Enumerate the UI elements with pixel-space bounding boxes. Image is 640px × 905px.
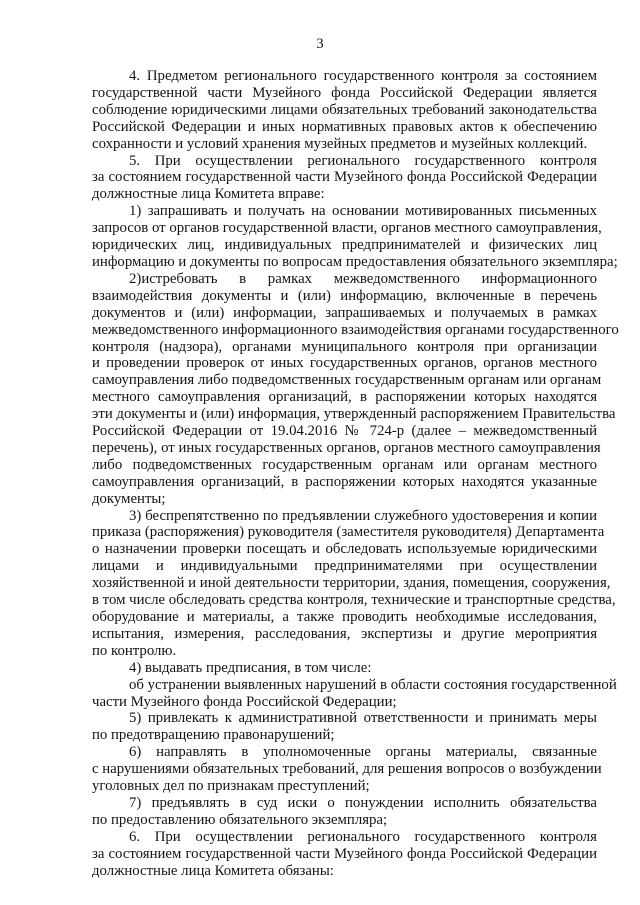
paragraph-p5-3 [92,507,616,660]
text-line: запросов от органов государственной власти, органов местного самоуправления, [92,220,602,237]
text-line: 6. При осуществлении регионального государственного контроля [129,828,597,845]
text-line: за состоянием государственной части Музейного фонда Российской Федерации [92,845,597,862]
paragraph-p5-4a [92,676,617,711]
text-line: самоуправления либо подведомственных государственным органам или органам [92,372,602,389]
text-line: 5) привлекать к административной ответственности и принимать меры [129,710,597,727]
text-line: хозяйственной и иной деятельности территории, здания, помещения, сооружения, [92,575,611,592]
text-line: местного самоуправления организаций, в распоряжении которых находятся [92,389,597,406]
text-line: оборудование и материалы, а также проводить необходимые исследования, [92,609,597,625]
paragraph-p4 [92,68,597,153]
text-line: Российской Федерации и иных нормативных правовых актов к обеспечению [92,118,597,135]
text-line: и проведении проверок от иных государственных органов, органов местного [92,355,597,372]
text-line: лицами и индивидуальными предпринимателями при осуществлении [92,558,597,575]
text-line: перечень), от иных государственных органов, органов местного самоуправления [92,439,601,456]
paragraph-p5-2 [92,270,619,508]
text-line: в том числе обследовать средства контроля, технические и транспортные средства, [92,592,616,609]
text-line: должностные лица Комитета обязаны: [92,862,334,879]
text-line: 4) выдавать предписания, в том числе: [129,659,372,676]
text-line: юридических лиц, индивидуальных предпринимателей и физических лиц [92,237,597,254]
text-line: по предотвращению правонарушений; [92,727,335,744]
text-line: Российской Федерации от 19.04.2016 № 724-р (далее – межведомственный [92,423,597,440]
text-line: 4. Предметом регионального государственного контроля за состоянием [129,68,597,84]
text-line: по предоставлению обязательного экземпляра; [92,811,388,828]
text-line: 7) предъявлять в суд иски о понуждении исполнить обязательства [129,794,597,811]
text-line: о назначении проверки посещать и обследовать используемые юридическими [92,541,597,558]
text-line: документы; [92,490,166,507]
text-line: контроля (надзора), органами муниципального контроля при организации [92,338,597,355]
text-line: сохранности и условий хранения музейных предметов и музейных коллекций. [92,135,588,152]
paragraph-p5-4 [92,660,597,677]
text-line: 1) запрашивать и получать на основании мотивированных письменных [129,203,597,220]
text-line: за состоянием государственной части Музейного фонда Российской Федерации [92,169,597,186]
text-line: по контролю. [92,642,177,659]
text-line: эти документы и (или) информация, утвержденный распоряжением Правительства [92,406,616,423]
text-line: должностные лица Комитета вправе: [92,186,325,203]
text-line: соблюдение юридическими лицами обязательных требований законодательства [92,101,597,118]
text-line: 2)истребовать в рамках межведомственного информационного [129,270,597,287]
paragraph-p5-6 [92,744,602,795]
text-line: информацию и документы по вопросам предоставления обязательного экземпляра; [92,253,618,270]
text-line: 6) направлять в уполномоченные органы материалы, связанные [129,744,597,761]
text-line: либо подведомственных государственным органам или органам местного [92,456,597,473]
text-line: испытания, измерения, расследования, экспертизы и другие мероприятия [92,625,597,642]
text-line: приказа (распоряжения) руководителя (заместителя руководителя) Департамента [92,524,605,541]
text-line: документов и (или) информации, запрашиваемых и получаемых в рамках [92,304,597,321]
text-line: с нарушениями обязательных требований, для решения вопросов о возбуждении [92,761,602,778]
text-line: 3) беспрепятственно по предъявлении служебного удостоверения и копии [129,507,597,524]
text-line: межведомственного информационного взаимодействия органами государственного [92,321,619,338]
page-number: 3 [316,36,324,52]
document-body [92,68,619,880]
paragraph-p5-5 [92,710,597,744]
paragraph-p5-7 [92,795,597,829]
text-line: государственной части Музейного фонда Российской Федерации является [92,84,597,101]
paragraph-p5-1 [92,203,618,271]
text-line: уголовных дел по признакам преступлений; [92,778,370,795]
text-line: об устранении выявленных нарушений в области состояния государственной [129,676,617,693]
text-line: 5. При осуществлении регионального государственного контроля [129,152,597,169]
text-line: самоуправления организаций, в распоряжении которых находятся указанные [92,473,597,490]
paragraph-p5 [92,153,597,204]
text-line: части Музейного фонда Российской Федерации; [92,693,397,710]
paragraph-p6 [92,829,597,880]
text-line: взаимодействия документы и (или) информацию, включенные в перечень [92,287,597,304]
